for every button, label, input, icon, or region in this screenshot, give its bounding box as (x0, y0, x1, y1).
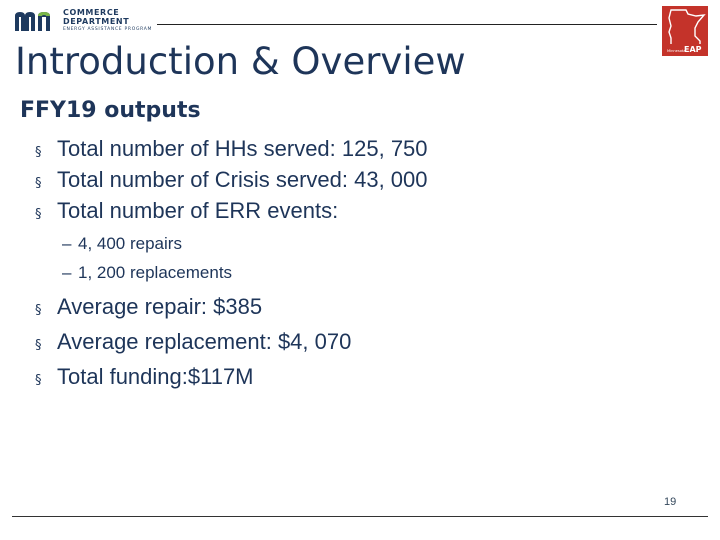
sub-bullet-list (62, 234, 232, 292)
sub-list-item-text: 4, 400 repairs (78, 234, 182, 253)
logo-line-department: DEPARTMENT (63, 17, 130, 26)
dash-icon: – (62, 263, 72, 282)
eap-badge (662, 6, 708, 56)
page-number: 19 (664, 496, 677, 508)
bullet-icon: § (35, 373, 42, 388)
sub-list-item (62, 263, 232, 292)
list-item (35, 136, 428, 167)
header-divider (157, 24, 657, 25)
sub-list-item (62, 234, 232, 263)
minnesota-map-icon (662, 6, 708, 56)
list-item (35, 167, 428, 198)
footer-divider (12, 516, 708, 517)
list-item-text: Total number of Crisis served: 43, 000 (57, 167, 428, 192)
bullet-icon: § (35, 145, 42, 160)
badge-label: EAP (684, 45, 702, 54)
logo-line-commerce: COMMERCE (63, 8, 120, 17)
list-item-text: Total funding:$117M (57, 364, 254, 389)
list-item (35, 198, 428, 229)
bullet-list-top (35, 136, 428, 229)
mn-logo-icon (14, 10, 62, 32)
logo-line-program: ENERGY ASSISTANCE PROGRAM (63, 27, 153, 32)
section-subheading: FFY19 outputs (20, 98, 201, 123)
bullet-icon: § (35, 303, 42, 318)
bullet-icon: § (35, 207, 42, 222)
list-item (35, 364, 351, 399)
list-item-text: Average replacement: $4, 070 (57, 329, 352, 354)
logo-wordmark (63, 8, 152, 34)
bullet-icon: § (35, 338, 42, 353)
dash-icon: – (62, 234, 72, 253)
bullet-list-bottom (35, 294, 351, 399)
slide-title: Introduction & Overview (15, 40, 466, 83)
list-item-text: Average repair: $385 (57, 294, 263, 319)
sub-list-item-text: 1, 200 replacements (78, 263, 233, 282)
commerce-department-logo (14, 7, 164, 39)
list-item (35, 294, 351, 329)
list-item (35, 329, 351, 364)
list-item-text: Total number of HHs served: 125, 750 (57, 136, 428, 161)
list-item-text: Total number of ERR events: (57, 198, 339, 223)
badge-small-text: Minnesota (667, 49, 686, 53)
bullet-icon: § (35, 176, 42, 191)
